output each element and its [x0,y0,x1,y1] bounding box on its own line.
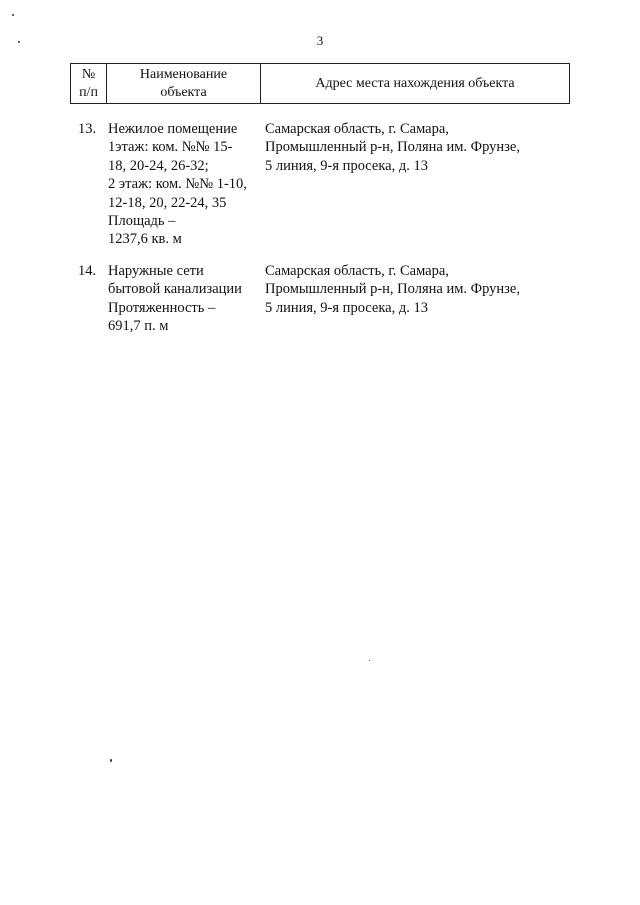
column-header-number-line: № [81,66,96,82]
scan-speck [18,41,20,43]
object-address [265,262,565,317]
object-name-line: 691,7 п. м [108,318,169,335]
object-address-line: 5 линия, 9-я просека, д. 13 [265,157,428,174]
column-header-name [107,64,261,104]
object-address-line: 5 линия, 9-я просека, д. 13 [265,299,428,316]
object-name-line: 12-18, 20, 22-24, 35 [108,194,227,211]
object-address [265,120,565,175]
object-name-line: Протяженность – [108,299,216,316]
object-address-line: Промышленный р-н, Поляна им. Фрунзе, [265,281,520,298]
object-name [108,120,268,249]
object-name-line: Наружные сети [108,263,204,279]
object-name-line: 18, 20-24, 26-32; [108,157,209,174]
column-header-name-line: объекта [160,84,207,100]
object-name-line: 1этаж: ком. №№ 15- [108,139,233,156]
page-number: 3 [316,33,324,48]
column-header-number-line: п/п [79,84,98,100]
object-name-line: 1237,6 кв. м [108,231,182,248]
scan-speck [369,660,370,661]
object-address-line: Самарская область, г. Самара, [265,263,449,279]
column-header-address: Адрес места нахождения объекта [261,64,570,104]
object-name-line: 2 этаж: ком. №№ 1-10, [108,176,247,193]
object-address-line: Самарская область, г. Самара, [265,121,449,137]
object-name [108,262,268,336]
column-header-number [71,64,107,104]
table-header [70,63,570,104]
object-name-line: бытовой канализации [108,281,242,298]
column-header-name-line: Наименование [139,66,228,82]
object-name-line: Площадь – [108,213,176,230]
object-name-line: Нежилое помещение [108,121,238,137]
scan-speck [110,759,112,762]
row-number: 14. [78,263,97,279]
object-address-line: Промышленный р-н, Поляна им. Фрунзе, [265,139,520,156]
scan-speck [12,14,14,16]
row-number: 13. [78,121,97,137]
